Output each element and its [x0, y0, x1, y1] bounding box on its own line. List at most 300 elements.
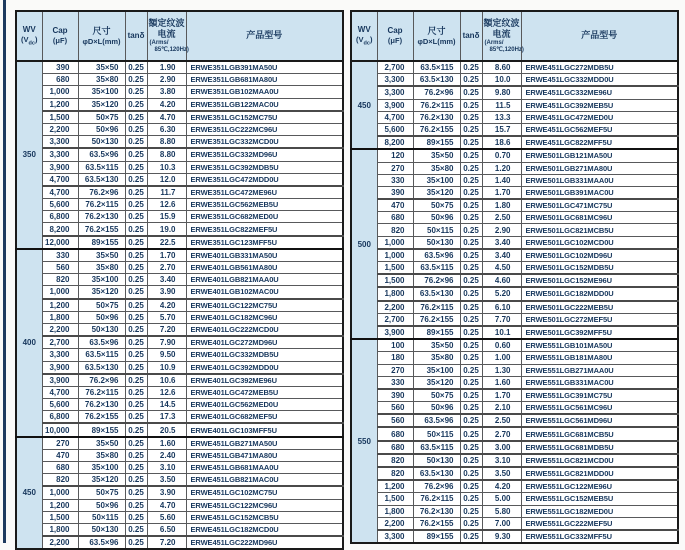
product-model: ERWE351LGB102MAA0U [186, 86, 343, 98]
tan-value: 0.25 [125, 286, 147, 299]
cap-value: 680 [42, 74, 78, 86]
table-row [16, 523, 343, 536]
tan-value: 0.25 [460, 186, 482, 199]
ripple-current-value: 0.60 [482, 339, 521, 352]
ripple-current-value: 4.20 [482, 480, 521, 493]
product-model: ERWE451LGC332MDD0U [521, 74, 678, 87]
cap-value: 4,700 [42, 173, 78, 186]
cap-value: 270 [377, 364, 413, 376]
product-model: ERWE501LGC272MEF5U [521, 313, 678, 326]
ripple-current-value: 4.70 [147, 111, 186, 124]
ripple-current-value: 4.20 [147, 98, 186, 111]
product-model: ERWE501LGC821MCB5U [521, 224, 678, 236]
size-value: 76.2×130 [78, 211, 125, 223]
size-value: 76.2×115 [78, 199, 125, 211]
cap-value: 4,700 [42, 186, 78, 199]
product-model: ERWE551LGC821MCD0U [521, 454, 678, 467]
tan-value: 0.25 [460, 517, 482, 530]
cap-value: 270 [42, 437, 78, 450]
table-row [351, 454, 678, 467]
ripple-current-value: 3.10 [147, 462, 186, 474]
ripple-current-value: 9.80 [482, 86, 521, 99]
product-model: ERWE551LGC391MC75U [521, 389, 678, 402]
col-header-wv: WV $(V_{dc})$ [351, 11, 377, 61]
ripple-current-value: 4.70 [147, 499, 186, 511]
ripple-current-value: 1.60 [482, 376, 521, 389]
ripple-current-value: 2.70 [482, 427, 521, 440]
ripple-current-value: 22.5 [147, 236, 186, 249]
tan-value: 0.25 [460, 454, 482, 467]
tan-value: 0.25 [125, 86, 147, 98]
table-row [351, 389, 678, 402]
table-row [351, 505, 678, 517]
size-value: 50×130 [78, 523, 125, 536]
wv-voltage-cell: 450 [351, 61, 377, 149]
size-value: 35×80 [78, 449, 125, 461]
size-value: 63.5×130 [413, 467, 460, 480]
tan-value: 0.25 [460, 505, 482, 517]
size-value: 76.2×130 [78, 399, 125, 411]
table-row [16, 486, 343, 499]
table-row [16, 249, 343, 262]
ripple-current-value: 4.60 [482, 274, 521, 287]
table-header-row [351, 11, 678, 61]
tan-value: 0.25 [125, 361, 147, 374]
product-model: ERWE501LGC102MD96U [521, 249, 678, 262]
table-row [351, 364, 678, 376]
product-model: ERWE401LGC182MC96U [186, 311, 343, 323]
size-value: 63.5×96 [78, 536, 125, 549]
ripple-current-value: 5.70 [147, 311, 186, 323]
tan-value: 0.25 [460, 402, 482, 415]
size-value: 89×155 [78, 423, 125, 436]
table-row [351, 427, 678, 440]
product-model: ERWE451LGB471MA80U [186, 449, 343, 461]
size-value: 35×80 [78, 262, 125, 274]
size-value: 50×75 [78, 299, 125, 312]
ripple-current-value: 9.30 [482, 530, 521, 543]
cap-value: 820 [377, 454, 413, 467]
ripple-current-value: 3.40 [482, 249, 521, 262]
ripple-current-value: 1.70 [482, 186, 521, 199]
ripple-current-value: 14.5 [147, 399, 186, 411]
ripple-current-value: 1.60 [147, 437, 186, 450]
tan-value: 0.25 [460, 352, 482, 364]
cap-value: 390 [377, 389, 413, 402]
size-value: 76.2×155 [413, 517, 460, 530]
size-value: 50×96 [78, 311, 125, 323]
ripple-current-value: 4.50 [482, 262, 521, 275]
product-model: ERWE551LGB181MA80U [521, 352, 678, 364]
tan-value: 0.25 [125, 98, 147, 111]
tan-value: 0.25 [125, 236, 147, 249]
tan-value: 0.25 [125, 249, 147, 262]
ripple-current-value: 11.7 [147, 186, 186, 199]
table-row [16, 111, 343, 124]
size-value: 50×75 [78, 486, 125, 499]
product-model: ERWE351LGB122MAC0U [186, 98, 343, 111]
product-model: ERWE451LGC182MCD0U [186, 523, 343, 536]
tan-value: 0.25 [460, 162, 482, 174]
table-row [351, 467, 678, 480]
table-row [351, 224, 678, 236]
cap-value: 120 [377, 149, 413, 162]
ripple-current-value: 8.80 [147, 136, 186, 149]
size-value: 76.2×130 [413, 111, 460, 123]
tan-value: 0.25 [460, 236, 482, 249]
cap-value: 1,800 [42, 311, 78, 323]
ripple-current-value: 11.5 [482, 99, 521, 111]
tan-value: 0.25 [460, 339, 482, 352]
ripple-current-value: 3.40 [482, 236, 521, 249]
size-value: 76.2×115 [413, 99, 460, 111]
cap-value: 3,300 [377, 74, 413, 87]
product-model: ERWE401LGC392ME96U [186, 374, 343, 387]
cap-value: 3,300 [42, 136, 78, 149]
tan-value: 0.25 [460, 274, 482, 287]
size-value: 89×155 [78, 236, 125, 249]
size-value: 50×75 [413, 389, 460, 402]
table-row [16, 499, 343, 511]
col-header-size: 尺寸 φD×L(mm) [78, 11, 125, 61]
tan-value: 0.25 [125, 486, 147, 499]
tan-value: 0.25 [125, 211, 147, 223]
ripple-current-value: 2.70 [147, 262, 186, 274]
tan-value: 0.25 [125, 349, 147, 361]
product-model: ERWE501LGC681MC96U [521, 212, 678, 224]
cap-value: 1,200 [377, 480, 413, 493]
tan-value: 0.25 [460, 61, 482, 74]
ripple-current-value: 10.1 [482, 326, 521, 339]
tan-value: 0.25 [125, 374, 147, 387]
tan-value: 0.25 [125, 311, 147, 323]
table-row [16, 361, 343, 374]
cap-value: 2,200 [42, 123, 78, 135]
tan-value: 0.25 [125, 299, 147, 312]
product-model: ERWE451LGC822MFF5U [521, 136, 678, 149]
ripple-current-value: 3.50 [482, 467, 521, 480]
table-row [351, 123, 678, 136]
cap-value: 180 [377, 352, 413, 364]
ripple-current-value: 18.6 [482, 136, 521, 149]
product-model: ERWE501LGB331MAA0U [521, 174, 678, 186]
product-model: ERWE451LGC122MC96U [186, 499, 343, 511]
table-row [351, 162, 678, 174]
product-model: ERWE451LGC332ME96U [521, 86, 678, 99]
product-model: ERWE351LGC222MC96U [186, 123, 343, 135]
ripple-current-value: 3.40 [147, 274, 186, 286]
size-value: 35×50 [78, 249, 125, 262]
ripple-current-value: 9.50 [147, 349, 186, 361]
ripple-current-value: 1.40 [482, 174, 521, 186]
tan-value: 0.25 [125, 262, 147, 274]
tan-value: 0.25 [125, 186, 147, 199]
wv-voltage-cell: 400 [16, 249, 42, 437]
product-model: ERWE401LGB561MA80U [186, 262, 343, 274]
ripple-current-value: 6.50 [147, 523, 186, 536]
col-header-ripple: 額定纹波 电流 (Arms/ 85℃,120Hz) [482, 11, 521, 61]
cap-value: 8,200 [377, 136, 413, 149]
size-value: 50×130 [78, 323, 125, 336]
size-value: 76.2×155 [413, 123, 460, 136]
tan-value: 0.25 [125, 449, 147, 461]
table-row [351, 287, 678, 300]
cap-value: 2,700 [377, 313, 413, 326]
tan-value: 0.25 [460, 414, 482, 427]
table-row [351, 301, 678, 314]
tan-value: 0.25 [460, 174, 482, 186]
tan-value: 0.25 [125, 536, 147, 549]
product-model: ERWE451LGB271MA50U [186, 437, 343, 450]
table-row [16, 449, 343, 461]
size-value: 76.2×96 [413, 86, 460, 99]
product-model: ERWE401LGB102MAC0U [186, 286, 343, 299]
table-row [16, 223, 343, 236]
product-model: ERWE551LGB271MAA0U [521, 364, 678, 376]
size-value: 35×100 [413, 174, 460, 186]
ripple-current-value: 3.80 [147, 86, 186, 98]
product-model: ERWE551LGC222MEF5U [521, 517, 678, 530]
ripple-current-value: 8.80 [147, 148, 186, 161]
table-row [16, 136, 343, 149]
size-value: 50×115 [413, 427, 460, 440]
tan-value: 0.25 [125, 474, 147, 487]
tan-value: 0.25 [125, 511, 147, 523]
spec-table-right [350, 10, 679, 544]
size-value: 50×130 [78, 136, 125, 149]
cap-value: 5,600 [42, 199, 78, 211]
cap-value: 3,900 [377, 99, 413, 111]
table-row [16, 74, 343, 86]
tan-value: 0.25 [460, 86, 482, 99]
cap-value: 3,300 [377, 530, 413, 543]
ripple-current-value: 3.50 [147, 474, 186, 487]
table-row [16, 437, 343, 450]
size-value: 63.5×115 [413, 441, 460, 454]
ripple-current-value: 1.00 [482, 352, 521, 364]
cap-value: 680 [377, 427, 413, 440]
ripple-current-value: 3.90 [147, 286, 186, 299]
size-value: 89×155 [413, 136, 460, 149]
cap-value: 820 [377, 224, 413, 236]
table-row [16, 462, 343, 474]
table-row [351, 74, 678, 87]
ripple-current-value: 2.40 [147, 449, 186, 461]
product-model: ERWE401LGC682MEF5U [186, 411, 343, 424]
table-row [16, 286, 343, 299]
table-row [16, 411, 343, 424]
size-value: 35×50 [413, 149, 460, 162]
table-row [16, 386, 343, 398]
wv-voltage-cell: 450 [16, 437, 42, 550]
tan-value: 0.25 [460, 301, 482, 314]
product-model: ERWE451LGC392MEB5U [521, 99, 678, 111]
tan-value: 0.25 [125, 423, 147, 436]
size-value: 76.2×115 [413, 493, 460, 505]
table-row [16, 511, 343, 523]
product-model: ERWE501LGC471MC75U [521, 199, 678, 212]
product-model: ERWE401LGC562MED0U [186, 399, 343, 411]
product-model: ERWE351LGB681MA80U [186, 74, 343, 86]
table-row [16, 173, 343, 186]
cap-value: 3,900 [42, 161, 78, 173]
table-row [16, 374, 343, 387]
ripple-current-value: 19.0 [147, 223, 186, 236]
cap-value: 680 [42, 462, 78, 474]
table-row [351, 86, 678, 99]
cap-value: 2,700 [42, 336, 78, 349]
cap-value: 1,500 [42, 511, 78, 523]
product-model: ERWE351LGB391MA50U [186, 61, 343, 74]
table-row [16, 299, 343, 312]
table-row [16, 474, 343, 487]
product-model: ERWE551LGC122ME96U [521, 480, 678, 493]
table-row [16, 423, 343, 436]
cap-value: 4,700 [42, 386, 78, 398]
ripple-current-value: 5.20 [482, 287, 521, 300]
cap-value: 330 [377, 376, 413, 389]
size-value: 76.2×155 [78, 411, 125, 424]
tan-value: 0.25 [125, 136, 147, 149]
table-row [16, 323, 343, 336]
product-model: ERWE351LGC152MC75U [186, 111, 343, 124]
product-model: ERWE401LGC103MFF5U [186, 423, 343, 436]
size-value: 63.5×115 [78, 349, 125, 361]
tan-value: 0.25 [125, 386, 147, 398]
size-value: 50×75 [78, 111, 125, 124]
ripple-current-value: 17.3 [147, 411, 186, 424]
cap-value: 330 [42, 249, 78, 262]
size-value: 76.2×96 [413, 480, 460, 493]
ripple-current-value: 1.20 [482, 162, 521, 174]
tan-value: 0.25 [460, 111, 482, 123]
cap-value: 390 [377, 186, 413, 199]
cap-value: 4,700 [377, 111, 413, 123]
tan-value: 0.25 [460, 493, 482, 505]
tan-value: 0.25 [460, 149, 482, 162]
cap-value: 2,200 [42, 536, 78, 549]
col-header-ripple: 額定纹波 电流 (Arms/ 85℃,120Hz) [147, 11, 186, 61]
product-model: ERWE551LGC681MCB5U [521, 427, 678, 440]
product-model: ERWE451LGC272MDB5U [521, 61, 678, 74]
ripple-current-value: 5.00 [482, 493, 521, 505]
tan-value: 0.25 [125, 199, 147, 211]
cap-value: 8,200 [42, 223, 78, 236]
product-model: ERWE501LGC102MCD0U [521, 236, 678, 249]
size-value: 76.2×96 [78, 374, 125, 387]
cap-value: 1,500 [377, 262, 413, 275]
cap-value: 1,000 [42, 286, 78, 299]
size-value: 76.2×115 [78, 386, 125, 398]
tan-value: 0.25 [460, 467, 482, 480]
product-model: ERWE401LGB331MA50U [186, 249, 343, 262]
ripple-current-value: 2.50 [482, 212, 521, 224]
ripple-current-value: 2.10 [482, 402, 521, 415]
tan-value: 0.25 [125, 336, 147, 349]
product-model: ERWE451LGC222MD96U [186, 536, 343, 549]
table-body-right [351, 61, 678, 543]
table-header-row [16, 11, 343, 61]
ripple-current-value: 1.30 [482, 364, 521, 376]
tan-value: 0.25 [460, 427, 482, 440]
ripple-current-value: 1.70 [482, 389, 521, 402]
size-value: 50×96 [78, 123, 125, 135]
table-row [351, 414, 678, 427]
col-header-size: 尺寸 φD×L(mm) [413, 11, 460, 61]
table-row [351, 236, 678, 249]
size-value: 50×75 [413, 199, 460, 212]
table-row [351, 326, 678, 339]
ripple-current-value: 10.3 [147, 161, 186, 173]
size-value: 35×80 [413, 162, 460, 174]
size-value: 50×96 [413, 212, 460, 224]
size-value: 63.5×115 [413, 61, 460, 74]
table-row [16, 211, 343, 223]
tan-value: 0.25 [460, 199, 482, 212]
size-value: 35×100 [78, 86, 125, 98]
table-row [351, 111, 678, 123]
product-model: ERWE401LGB821MAA0U [186, 274, 343, 286]
tan-value: 0.25 [125, 123, 147, 135]
size-value: 76.2×96 [413, 274, 460, 287]
cap-value: 1,000 [377, 236, 413, 249]
cap-value: 820 [42, 474, 78, 487]
table-row [351, 352, 678, 364]
cap-value: 5,600 [377, 123, 413, 136]
cap-value: 1,200 [42, 98, 78, 111]
cap-value: 2,200 [42, 323, 78, 336]
product-model: ERWE501LGB271MA80U [521, 162, 678, 174]
table-row [16, 399, 343, 411]
ripple-current-value: 10.0 [482, 74, 521, 87]
tan-value: 0.25 [125, 74, 147, 86]
ripple-current-value: 2.90 [147, 74, 186, 86]
cap-value: 12,000 [42, 236, 78, 249]
ripple-current-value: 7.20 [147, 323, 186, 336]
product-model: ERWE451LGC472MED0U [521, 111, 678, 123]
cap-value: 1,200 [42, 299, 78, 312]
table-row [351, 99, 678, 111]
cap-value: 680 [377, 212, 413, 224]
cap-value: 3,900 [42, 361, 78, 374]
size-value: 63.5×115 [413, 262, 460, 275]
product-model: ERWE551LGC152MEB5U [521, 493, 678, 505]
table-row [351, 249, 678, 262]
cap-value: 1,800 [377, 287, 413, 300]
size-value: 35×120 [78, 286, 125, 299]
product-model: ERWE451LGB681MAA0U [186, 462, 343, 474]
tan-value: 0.25 [460, 249, 482, 262]
product-model: ERWE351LGC472MDD0U [186, 173, 343, 186]
table-row [16, 311, 343, 323]
cap-value: 10,000 [42, 423, 78, 436]
ripple-current-value: 15.9 [147, 211, 186, 223]
table-row [351, 174, 678, 186]
size-value: 63.5×130 [78, 173, 125, 186]
table-row [351, 149, 678, 162]
product-model: ERWE351LGC332MCD0U [186, 136, 343, 149]
size-value: 50×96 [413, 402, 460, 415]
ripple-current-value: 7.70 [482, 313, 521, 326]
size-value: 35×50 [78, 61, 125, 74]
table-row [351, 136, 678, 149]
size-value: 50×115 [78, 511, 125, 523]
table-row [351, 441, 678, 454]
tan-value: 0.25 [125, 161, 147, 173]
cap-value: 1,800 [377, 505, 413, 517]
wv-voltage-cell: 550 [351, 339, 377, 543]
tan-value: 0.25 [460, 136, 482, 149]
